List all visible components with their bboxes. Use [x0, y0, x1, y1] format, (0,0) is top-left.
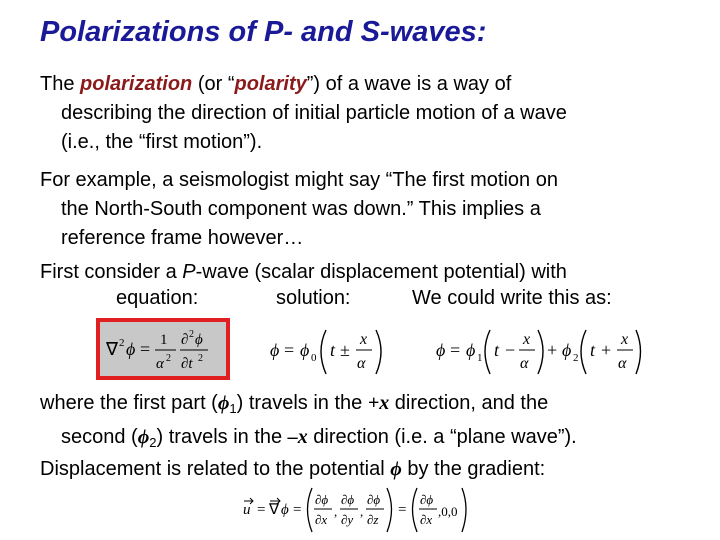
wave-equation-box — [96, 318, 230, 380]
svg-text:∂t: ∂t — [181, 356, 193, 372]
svg-text:−: − — [505, 340, 516, 360]
svg-text:+: + — [601, 340, 612, 360]
svg-text:ϕ: ϕ — [466, 340, 476, 360]
split-solution-equation — [434, 320, 646, 380]
svg-text:=: = — [293, 502, 302, 518]
svg-text:+: + — [547, 340, 558, 360]
svg-text:t: t — [494, 340, 500, 360]
svg-text:,: , — [360, 504, 364, 519]
svg-text:∂ϕ: ∂ϕ — [420, 492, 434, 507]
svg-text:=: = — [257, 502, 266, 518]
paragraph-p-wave: First consider a P-wave (scalar displacement potential) with — [40, 261, 567, 283]
svg-text:=: = — [284, 340, 295, 360]
svg-text:α: α — [357, 355, 366, 372]
svg-text:=: = — [398, 502, 407, 518]
svg-text:,: , — [334, 504, 338, 519]
label-equation: equation: — [116, 287, 199, 309]
svg-text:∇: ∇ — [269, 502, 280, 518]
svg-text:ϕ: ϕ — [126, 339, 136, 359]
svg-text:2: 2 — [198, 353, 203, 364]
paragraph-travel-directions: where the first part $(\phi_1)$ travels in the +x direction, and the second $(\phi_2)$ travels in the –x direction (i.e. a “plane wave”). — [40, 392, 577, 450]
svg-text:=: = — [140, 339, 151, 359]
svg-text:α: α — [520, 355, 529, 372]
svg-text:∂ϕ: ∂ϕ — [315, 492, 329, 507]
svg-text:∂ϕ: ∂ϕ — [341, 492, 355, 507]
svg-text:∂z: ∂z — [367, 512, 379, 527]
svg-text:∂ϕ: ∂ϕ — [367, 492, 381, 507]
term-polarization: polarization — [80, 73, 193, 95]
wave-equation — [100, 322, 226, 376]
svg-text:∂x: ∂x — [315, 512, 328, 527]
gradient-equation — [240, 482, 470, 536]
svg-text:x: x — [621, 331, 629, 348]
svg-text:α: α — [618, 355, 627, 372]
svg-text:ϕ: ϕ — [436, 340, 446, 360]
svg-text:ϕ: ϕ — [195, 332, 203, 348]
label-solution: solution: — [276, 287, 351, 309]
svg-text:u: u — [243, 502, 251, 518]
svg-text:0: 0 — [311, 352, 317, 364]
svg-text:=: = — [450, 340, 461, 360]
svg-text:2: 2 — [119, 337, 125, 349]
svg-text:1: 1 — [477, 352, 483, 364]
svg-text:ϕ: ϕ — [300, 340, 310, 360]
svg-text:x: x — [523, 331, 531, 348]
svg-text:α: α — [156, 356, 164, 372]
svg-text:∂y: ∂y — [341, 512, 354, 527]
svg-text:2: 2 — [189, 329, 194, 340]
svg-text:∂: ∂ — [181, 332, 189, 348]
svg-text:x: x — [360, 331, 368, 348]
svg-text:t: t — [330, 340, 336, 360]
term-polarity: polarity — [234, 73, 307, 95]
svg-text:1: 1 — [160, 332, 168, 348]
label-could-write: We could write this as: — [412, 287, 612, 309]
slide-title: Polarizations of P- and S-waves: — [40, 16, 487, 48]
paragraph-example: For example, a seismologist might say “The first motion on the North-South component was down.” This implies a reference frame however… — [40, 169, 558, 249]
svg-text:ϕ: ϕ — [562, 340, 572, 360]
svg-text:ϕ: ϕ — [281, 502, 289, 518]
svg-text:ϕ: ϕ — [270, 340, 280, 360]
svg-text:2: 2 — [573, 352, 579, 364]
solution-equation — [268, 320, 398, 380]
svg-text:∇: ∇ — [106, 339, 119, 359]
svg-text:±: ± — [340, 340, 350, 360]
svg-text:,0,0: ,0,0 — [438, 504, 458, 519]
svg-text:t: t — [590, 340, 596, 360]
paragraph-polarization-definition: The polarization (or “polarity”) of a wave is a way of describing the direction of initial particle motion of a wave (i.e., the “first motion”). — [40, 73, 567, 153]
paragraph-gradient: Displacement is related to the potential ϕ by the gradient: — [40, 458, 546, 480]
svg-text:2: 2 — [166, 353, 171, 364]
svg-text:∂x: ∂x — [420, 512, 433, 527]
